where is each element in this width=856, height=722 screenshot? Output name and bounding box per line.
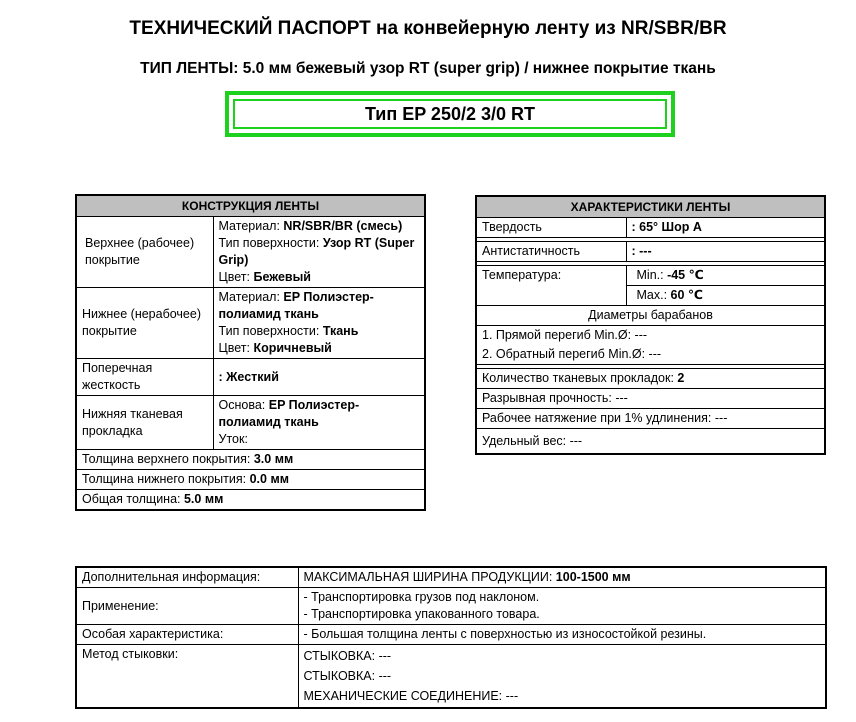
ply-weft: Уток: (218, 432, 248, 446)
table-row (476, 369, 825, 389)
antistatic-label: Антистатичность (476, 242, 626, 262)
feature-value: - Большая толщина ленты с поверхностью из износостойкой резины. (298, 625, 826, 645)
plies-count: Количество тканевых прокладок: 2 (476, 369, 825, 389)
table-row (76, 645, 826, 709)
tensile-strength: Разрывная прочность: --- (476, 389, 825, 409)
hardness-value: : 65° Шор A (626, 218, 825, 238)
reverse-bend: 2. Обратный перегиб Min.Ø: --- (476, 345, 825, 365)
belt-type-label: Тип EP 250/2 3/0 RT (233, 99, 667, 129)
top-thickness: Толщина верхнего покрытия: 3.0 мм (76, 450, 425, 470)
table-row (76, 288, 425, 359)
hardness-label: Твердость (476, 218, 626, 238)
drum-heading: Диаметры барабанов (476, 306, 825, 326)
application-label: Применение: (76, 588, 298, 625)
belt-type-subtitle: ТИП ЛЕНТЫ: 5.0 мм бежевый узор RT (super grip) / нижнее покрытие ткань (140, 60, 716, 77)
info-value: МАКСИМАЛЬНАЯ ШИРИНА ПРОДУКЦИИ: 100-1500 мм (298, 567, 826, 588)
table-row (76, 625, 826, 645)
table-row (76, 359, 425, 396)
bottom-cover-surface: Ткань (322, 324, 359, 338)
stiffness-value: : Жесткий (213, 359, 425, 396)
table-row (76, 490, 425, 511)
additional-info-table (75, 566, 827, 709)
construction-heading: КОНСТРУКЦИЯ ЛЕНТЫ (76, 195, 425, 217)
splicing-value: СТЫКОВКА: --- СТЫКОВКА: --- МЕХАНИЧЕСКИЕ СОЕДИНЕНИЕ: --- (298, 645, 826, 709)
total-thickness: Общая толщина: 5.0 мм (76, 490, 425, 511)
temperature-max: Max.: 60 ℃ (626, 286, 825, 306)
bottom-cover-details: Материал: EP Полиэстер-полиамид ткань Тип поверхности: Ткань Цвет: Коричневый (213, 288, 425, 359)
antistatic-value: : --- (626, 242, 825, 262)
table-row (76, 567, 826, 588)
stiffness-label: Поперечная жесткость (76, 359, 213, 396)
table-row (76, 217, 425, 288)
ply-details: Основа: EP Полиэстер-полиамид ткань Уток: (213, 396, 425, 450)
belt-type-frame (225, 91, 675, 137)
top-cover-color: Бежевый (253, 270, 311, 284)
temperature-min: Min.: -45 ℃ (626, 266, 825, 286)
bottom-cover-label: Нижнее (нерабочее) покрытие (76, 288, 213, 359)
bottom-thickness: Толщина нижнего покрытия: 0.0 мм (76, 470, 425, 490)
table-row (76, 450, 425, 470)
table-row (76, 588, 826, 625)
table-row (476, 306, 825, 326)
ply-label: Нижняя тканевая прокладка (76, 396, 213, 450)
info-label: Дополнительная информация: (76, 567, 298, 588)
table-row (476, 409, 825, 429)
characteristics-heading: ХАРАКТЕРИСТИКИ ЛЕНТЫ (476, 196, 825, 218)
top-cover-material: NR/SBR/BR (смесь) (283, 219, 403, 233)
table-row (476, 389, 825, 409)
table-row (476, 266, 825, 286)
bottom-cover-material: EP Полиэстер-полиамид ткань (218, 290, 374, 321)
table-row (76, 396, 425, 450)
table-row (476, 345, 825, 365)
working-tension: Рабочее натяжение при 1% удлинения: --- (476, 409, 825, 429)
straight-bend: 1. Прямой перегиб Min.Ø: --- (476, 326, 825, 346)
top-cover-label: Верхнее (рабочее) покрытие (76, 217, 213, 288)
specific-weight: Удельный вес: --- (476, 429, 825, 455)
ply-warp: EP Полиэстер-полиамид ткань (218, 398, 360, 429)
characteristics-table (475, 195, 826, 455)
top-cover-details: Материал: NR/SBR/BR (смесь) Тип поверхности: Узор RT (Super Grip) Цвет: Бежевый (213, 217, 425, 288)
table-row (476, 218, 825, 238)
table-row (76, 470, 425, 490)
document-title: ТЕХНИЧЕСКИЙ ПАСПОРТ на конвейерную ленту из NR/SBR/BR (129, 18, 727, 39)
table-row (476, 326, 825, 346)
feature-label: Особая характеристика: (76, 625, 298, 645)
top-cover-surface: Узор RT (Super Grip) (218, 236, 415, 267)
temperature-label: Температура: (476, 266, 626, 306)
bottom-cover-color: Коричневый (253, 341, 332, 355)
table-row (476, 242, 825, 262)
table-row (476, 429, 825, 455)
splicing-label: Метод стыковки: (76, 645, 298, 709)
application-value: - Транспортировка грузов под наклоном. - Транспортировка упакованного товара. (298, 588, 826, 625)
construction-table (75, 194, 426, 511)
